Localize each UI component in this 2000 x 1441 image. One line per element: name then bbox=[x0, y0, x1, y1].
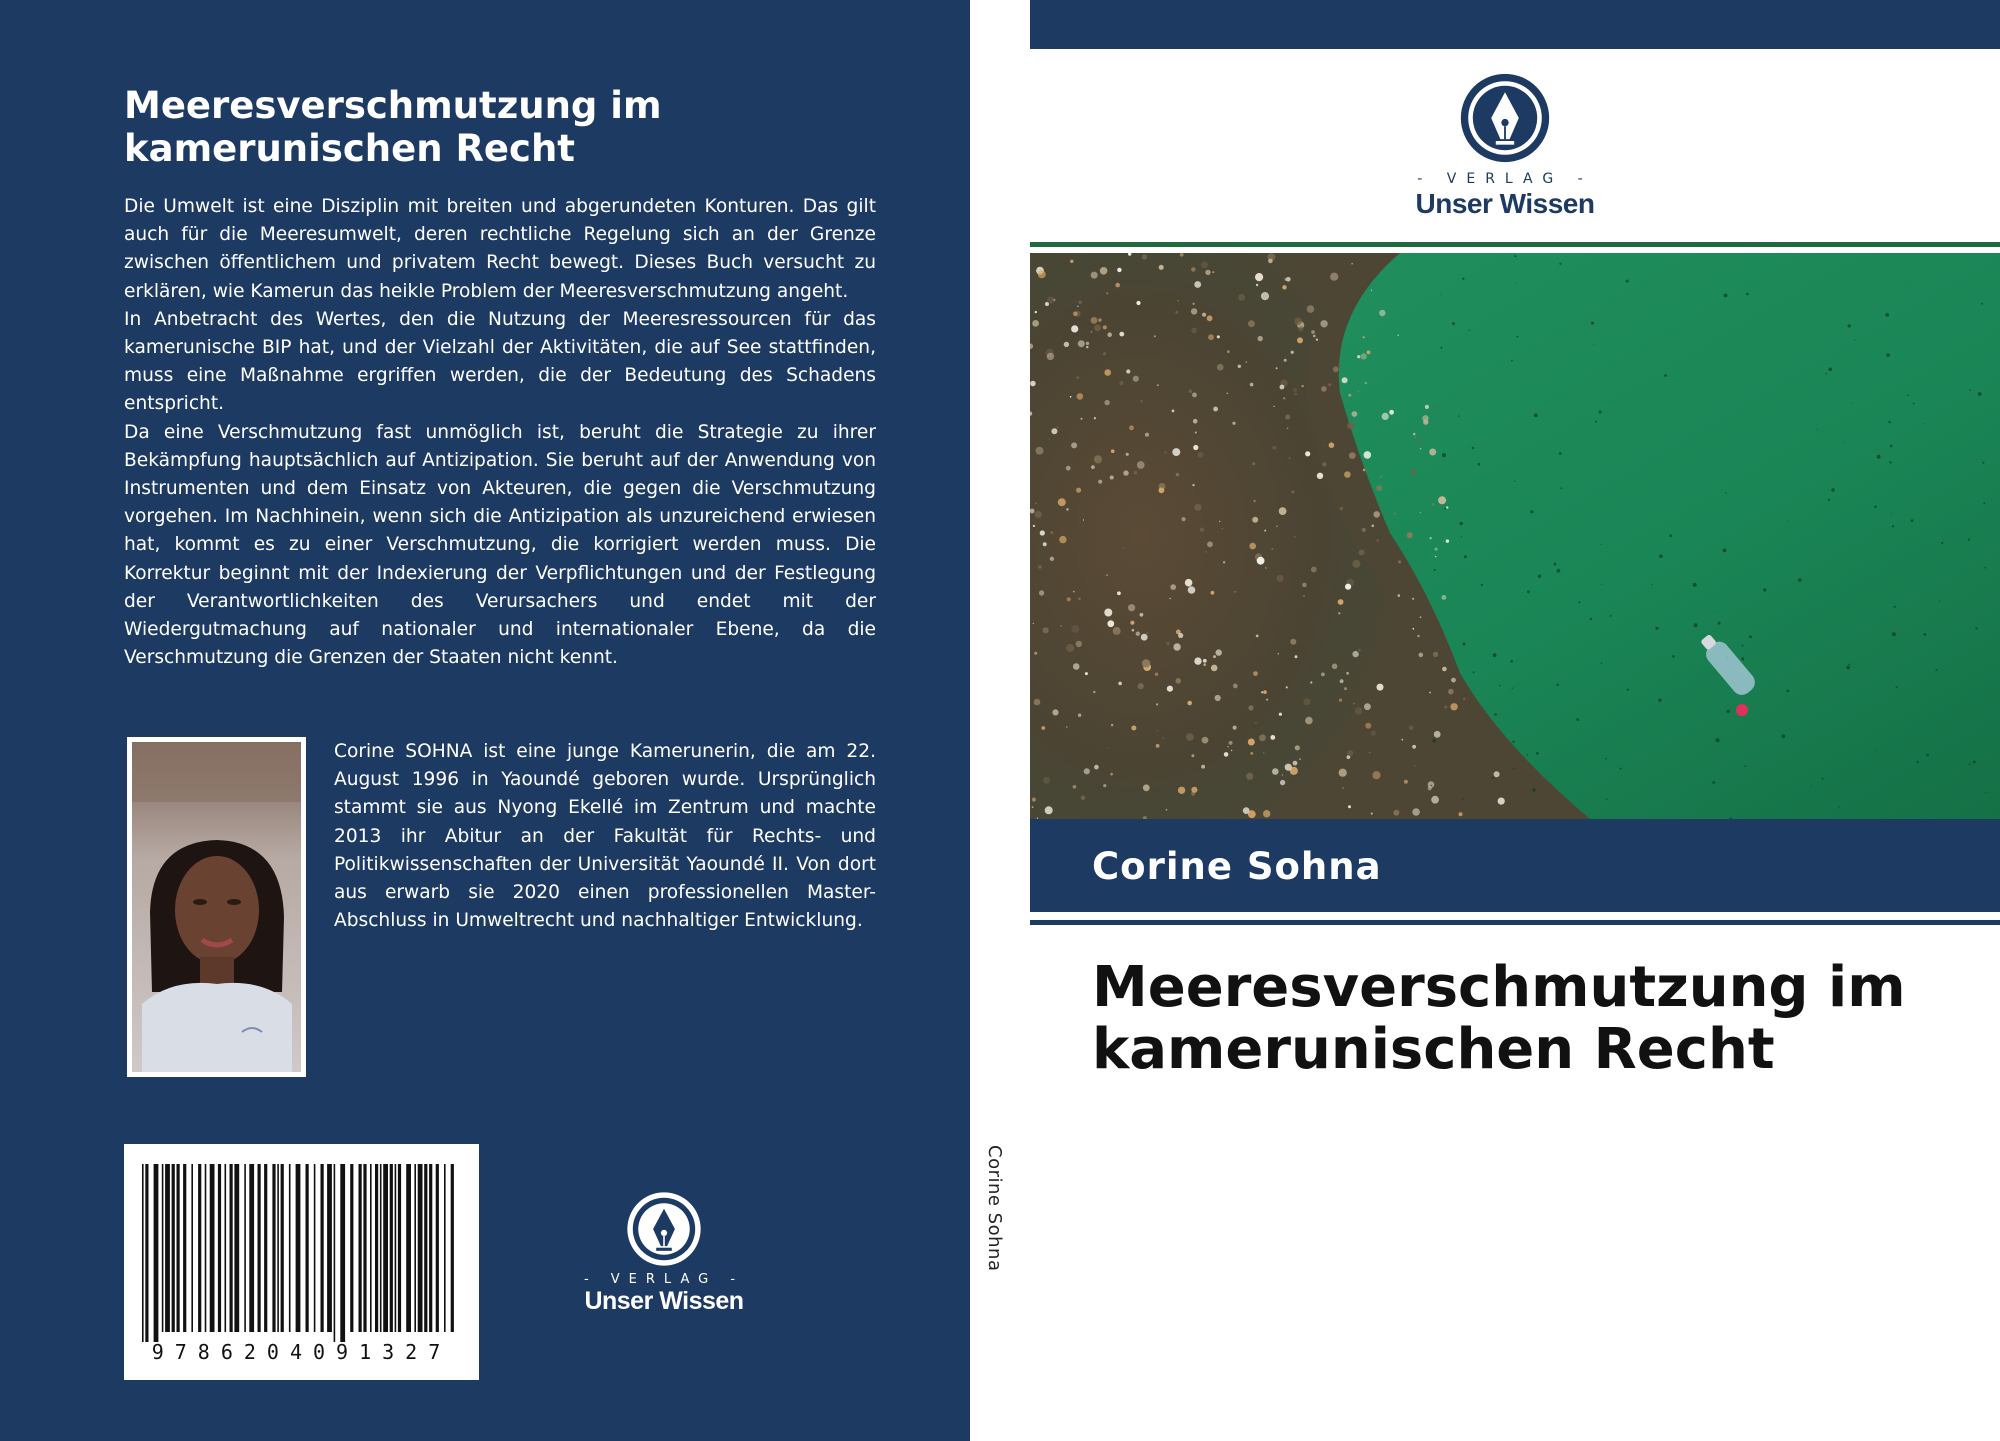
blurb-paragraph-3: Da eine Verschmutzung fast unmöglich ist, beruht die Strategie zu ihrer Bekämpfung hauptsächlich auf Antizipation. Sie beruht auf der Anwendung von Instrumenten und dem Einsatz von Akteuren, die gegen die Verschmutzung vorgehen. Im Nachhinein, wenn sich die Antizipation als unzureichend erwiesen hat, kommt es zu einer Verschmutzung, die korrigiert werden muss. Die Korrektur beginnt mit der Indexierung der Verpflichtungen und der Festlegung der Verantwortlichkeiten des Verursachers und endet mit der Wiedergutmachung auf nationaler und internationaler Ebene, da die Verschmutzung die Grenzen der Staaten nicht kennt. bbox=[124, 421, 876, 669]
front-title-line-2: kamerunischen Recht bbox=[1092, 1017, 1775, 1082]
back-publisher-name: Unser Wissen bbox=[584, 1287, 744, 1315]
back-publisher-logo bbox=[570, 1190, 758, 1316]
front-publisher-name: Unser Wissen bbox=[1415, 188, 1595, 219]
author-portrait-image bbox=[132, 742, 301, 1072]
front-publisher-logo bbox=[1400, 72, 1610, 220]
front-author-name: Corine Sohna bbox=[1092, 845, 1382, 888]
polluted-water-image bbox=[1030, 253, 2000, 819]
spine-author: Corine Sohna bbox=[984, 1145, 1005, 1272]
back-cover-title bbox=[124, 84, 884, 170]
back-verlag-label: - VERLAG - bbox=[583, 1272, 745, 1287]
front-cover-title bbox=[1092, 957, 1982, 1081]
navy-divider-line bbox=[1030, 920, 2000, 925]
pen-nib-seal-icon bbox=[625, 1190, 703, 1268]
back-cover bbox=[0, 0, 970, 1441]
green-divider-line bbox=[1030, 242, 2000, 247]
author-photo bbox=[127, 737, 306, 1077]
isbn-number: 9786204091327 bbox=[151, 1340, 452, 1364]
blurb-paragraph-2: In Anbetracht des Wertes, den die Nutzung der Meeresressourcen für das kamerunische BIP hat, und der Vielzahl der Aktivitäten, die auf See stattfinden, muss eine Maßnahme ergriffen werden, die der Bedeutung des Schadens entspricht. bbox=[124, 308, 876, 415]
back-title-line-2: kamerunischen Recht bbox=[124, 127, 575, 170]
isbn-barcode bbox=[124, 1144, 479, 1380]
back-title-line-1: Meeresverschmutzung im bbox=[124, 84, 662, 127]
author-band bbox=[1030, 819, 2000, 912]
back-cover-blurb bbox=[124, 193, 876, 672]
front-top-bar bbox=[1030, 0, 2000, 49]
author-bio: Corine SOHNA ist eine junge Kamerunerin, die am 22. August 1996 in Yaoundé geboren wurde. Ursprünglich stammt sie aus Nyong Ekellé im Zentrum und machte 2013 ihr Abitur an der Fakultät für Rechts- und Politikwissenschaften der Universität Yaoundé II. Von dort aus erwarb sie 2020 einen professionellen Master-Abschluss in Umweltrecht und nachhaltiger Entwicklung. bbox=[334, 741, 876, 932]
barcode-bars bbox=[132, 1164, 471, 1342]
cover-photo-polluted-water bbox=[1030, 253, 2000, 819]
blurb-paragraph-1: Die Umwelt ist eine Disziplin mit breiten und abgerundeten Konturen. Das gilt auch für die Meeresumwelt, deren rechtliche Regelung sich an der Grenze zwischen öffentlichem und privatem Recht bewegt. Dieses Buch versucht zu erklären, wie Kamerun das heikle Problem der Meeresverschmutzung angeht. bbox=[124, 196, 876, 302]
pen-nib-seal-icon bbox=[1459, 72, 1551, 164]
front-verlag-label: - VERLAG - bbox=[1417, 171, 1593, 187]
front-title-line-1: Meeresverschmutzung im bbox=[1092, 955, 1906, 1020]
